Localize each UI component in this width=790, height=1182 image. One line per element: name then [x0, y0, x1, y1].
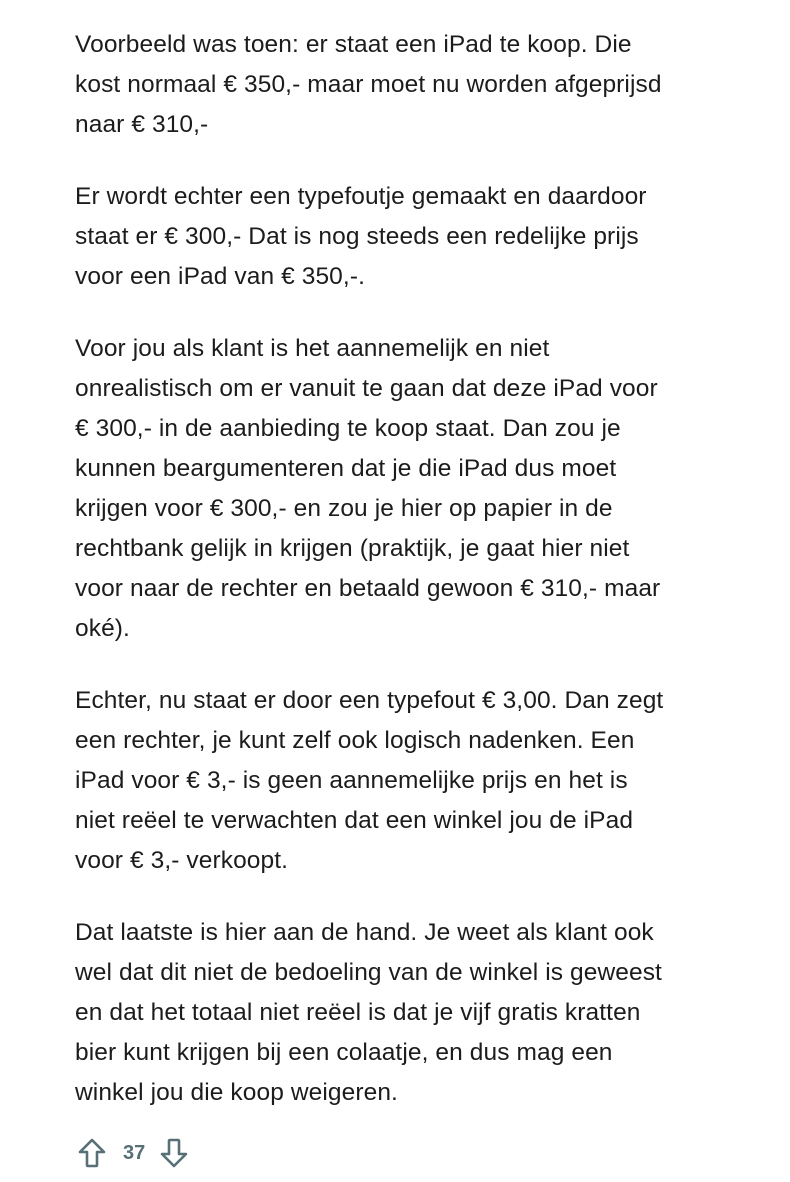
- text-line: kost normaal € 350,- maar moet nu worden afgeprijsd: [75, 71, 662, 98]
- arrow-down-icon: [159, 1137, 189, 1169]
- text-line: kunnen beargumenteren dat je die iPad dus moet: [75, 455, 617, 482]
- comment-paragraph: [75, 913, 780, 1113]
- upvote-button[interactable]: [75, 1136, 109, 1170]
- text-line: voor naar de rechter en betaald gewoon € 310,- maar: [75, 575, 661, 602]
- text-line: oké).: [75, 615, 130, 642]
- text-line: voor een iPad van € 350,-.: [75, 263, 365, 290]
- comment-paragraph: [75, 25, 780, 145]
- comment-body: [75, 25, 780, 1145]
- comment-paragraph: [75, 329, 780, 649]
- text-line: onrealistisch om er vanuit te gaan dat deze iPad voor: [75, 375, 658, 402]
- comment-paragraph: [75, 177, 780, 297]
- text-line: Voorbeeld was toen: er staat een iPad te koop. Die: [75, 31, 632, 58]
- text-line: iPad voor € 3,- is geen aannemelijke prijs en het is: [75, 767, 628, 794]
- text-line: Echter, nu staat er door een typefout € 3,00. Dan zegt: [75, 687, 664, 714]
- downvote-button[interactable]: [157, 1136, 191, 1170]
- text-line: Dat laatste is hier aan de hand. Je weet als klant ook: [75, 919, 654, 946]
- text-line: Voor jou als klant is het aannemelijk en niet: [75, 335, 550, 362]
- text-line: wel dat dit niet de bedoeling van de winkel is geweest: [75, 959, 662, 986]
- text-line: en dat het totaal niet reëel is dat je vijf gratis kratten: [75, 999, 641, 1026]
- vote-score: 37: [123, 1141, 146, 1164]
- text-line: rechtbank gelijk in krijgen (praktijk, je gaat hier niet: [75, 535, 630, 562]
- comment-paragraph: [75, 681, 780, 881]
- text-line: Er wordt echter een typefoutje gemaakt en daardoor: [75, 183, 647, 210]
- text-line: naar € 310,-: [75, 111, 209, 138]
- text-line: krijgen voor € 300,- en zou je hier op papier in de: [75, 495, 613, 522]
- text-line: € 300,- in de aanbieding te koop staat. Dan zou je: [75, 415, 621, 442]
- text-line: een rechter, je kunt zelf ook logisch nadenken. Een: [75, 727, 635, 754]
- text-line: niet reëel te verwachten dat een winkel jou de iPad: [75, 807, 634, 834]
- vote-bar: [75, 1133, 191, 1173]
- text-line: bier kunt krijgen bij een colaatje, en dus mag een: [75, 1039, 613, 1066]
- arrow-up-icon: [77, 1137, 107, 1169]
- text-line: staat er € 300,- Dat is nog steeds een redelijke prijs: [75, 223, 639, 250]
- text-line: winkel jou die koop weigeren.: [75, 1079, 398, 1106]
- text-line: voor € 3,- verkoopt.: [75, 847, 289, 874]
